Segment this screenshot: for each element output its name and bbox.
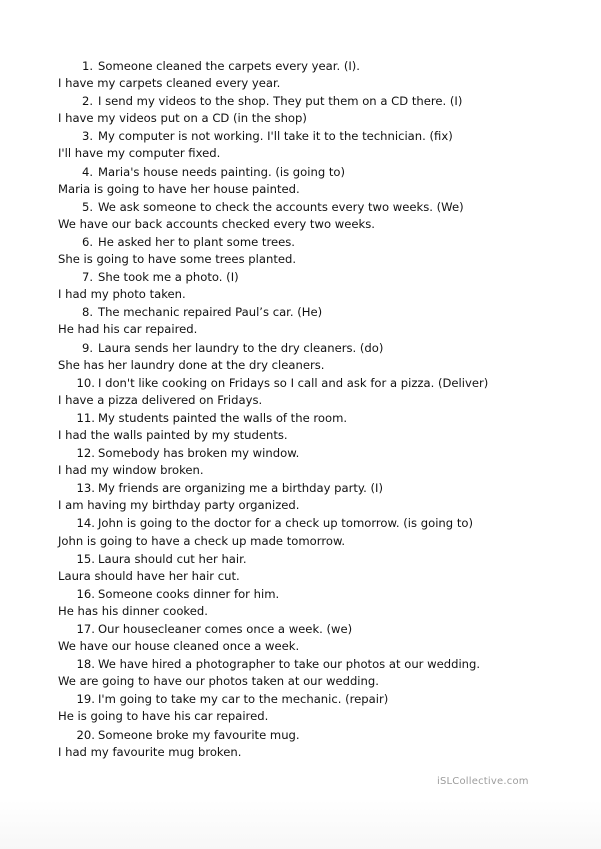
prompt-text: Laura should cut her hair. [98,551,247,566]
exercise-answer: I had my favourite mug broken. [58,744,242,759]
exercise-prompt [58,727,578,744]
exercise-answer: We are going to have our photos taken at our wedding. [58,674,379,689]
prompt-text: I'm going to take my car to the mechanic. (repair) [98,692,389,707]
exercise-number: 2. [81,94,93,109]
exercise-prompt [58,269,578,286]
prompt-text: He asked her to plant some trees. [98,234,295,249]
exercise-prompt [58,375,578,392]
exercise-prompt [58,410,578,427]
exercise-item-6 [58,234,578,268]
exercise-prompt [58,656,578,673]
exercise-prompt [58,691,578,708]
exercise-answer: He is going to have his car repaired. [58,709,269,724]
page-bottom-shade [0,800,601,849]
exercise-prompt [58,234,578,251]
exercise-prompt [58,58,578,75]
exercise-answer: Maria is going to have her house painted. [58,181,300,196]
exercise-prompt [58,164,578,181]
exercise-number: 3. [81,129,93,144]
exercise-prompt [58,128,578,145]
exercise-item-2 [58,93,578,127]
exercise-number: 14. [76,516,95,531]
site-watermark: iSLCollective.com [437,776,529,787]
exercise-answer: We have our back accounts checked every two weeks. [58,216,375,231]
exercise-answer: I had the walls painted by my students. [58,427,288,442]
exercise-item-7 [58,269,578,303]
prompt-text: My students painted the walls of the room. [98,410,348,425]
exercise-prompt [58,551,578,568]
exercise-answer: I had my window broken. [58,463,204,478]
exercise-prompt [58,515,578,532]
exercise-number: 17. [76,622,95,636]
exercise-item-11 [58,410,578,444]
exercise-item-9 [58,340,578,374]
exercise-item-19 [58,691,578,725]
prompt-text: Someone cooks dinner for him. [98,586,280,601]
exercise-answer: He has his dinner cooked. [58,603,208,618]
exercise-number: 20. [76,727,95,742]
prompt-text: My computer is not working. I'll take it to the technician. (fix) [98,129,453,144]
exercise-number: 7. [81,270,93,285]
exercise-number: 9. [81,340,93,355]
exercise-number: 5. [81,199,93,214]
prompt-text: My friends are organizing me a birthday party. (I) [98,481,383,496]
exercise-list [58,58,578,762]
exercise-item-16 [58,586,578,620]
exercise-item-1 [58,58,578,92]
prompt-text: Somebody has broken my window. [98,446,300,461]
prompt-text: Maria's house needs painting. (is going to) [98,164,346,179]
exercise-number: 15. [76,551,95,566]
exercise-number: 19. [76,692,95,707]
prompt-text: We ask someone to check the accounts every two weeks. (We) [98,199,464,214]
exercise-item-17 [58,621,578,655]
exercise-item-4 [58,164,578,198]
prompt-text: She took me a photo. (I) [98,270,239,285]
exercise-prompt [58,621,578,638]
exercise-number: 18. [76,657,95,672]
exercise-item-15 [58,551,578,585]
exercise-answer: I have my carpets cleaned every year. [58,76,281,91]
exercise-number: 10. [76,375,95,390]
exercise-answer: Laura should have her hair cut. [58,568,240,583]
prompt-text: I send my videos to the shop. They put them on a CD there. (I) [98,94,463,109]
exercise-number: 13. [76,481,95,496]
exercise-item-10 [58,375,578,409]
exercise-answer: We have our house cleaned once a week. [58,639,300,654]
exercise-answer: I have my videos put on a CD (in the shop) [58,111,307,126]
exercise-prompt [58,199,578,216]
exercise-answer: I am having my birthday party organized. [58,498,300,513]
prompt-text: Laura sends her laundry to the dry cleaners. (do) [98,340,384,355]
exercise-item-8 [58,304,578,338]
exercise-number: 16. [76,586,95,601]
exercise-prompt [58,340,578,357]
prompt-text: Our housecleaner comes once a week. (we) [98,622,353,636]
exercise-prompt [58,480,578,497]
prompt-text: Someone broke my favourite mug. [98,727,300,742]
exercise-number: 1. [81,59,93,73]
prompt-text: We have hired a photographer to take our photos at our wedding. [98,657,481,672]
exercise-answer: He had his car repaired. [58,322,198,337]
exercise-item-12 [58,445,578,479]
exercise-answer: I have a pizza delivered on Fridays. [58,392,263,407]
exercise-prompt [58,304,578,321]
exercise-number: 6. [81,234,93,249]
prompt-text: John is going to the doctor for a check up tomorrow. (is going to) [98,516,473,531]
exercise-number: 4. [81,164,93,179]
exercise-item-13 [58,480,578,514]
exercise-answer: I'll have my computer fixed. [58,146,221,161]
exercise-item-20 [58,727,578,761]
exercise-answer: John is going to have a check up made tomorrow. [58,533,346,548]
exercise-item-5 [58,199,578,233]
exercise-item-14 [58,515,578,549]
exercise-number: 11. [76,410,95,425]
exercise-prompt [58,445,578,462]
exercise-item-18 [58,656,578,690]
prompt-text: I don't like cooking on Fridays so I call and ask for a pizza. (Deliver) [98,375,489,390]
exercise-answer: She has her laundry done at the dry cleaners. [58,357,325,372]
exercise-prompt [58,586,578,603]
exercise-number: 8. [81,305,93,320]
prompt-text: Someone cleaned the carpets every year. (I). [98,59,360,73]
exercise-answer: She is going to have some trees planted. [58,252,297,267]
exercise-item-3 [58,128,578,162]
exercise-prompt [58,93,578,110]
exercise-answer: I had my photo taken. [58,287,186,302]
exercise-number: 12. [76,446,95,461]
prompt-text: The mechanic repaired Paul’s car. (He) [98,305,323,320]
